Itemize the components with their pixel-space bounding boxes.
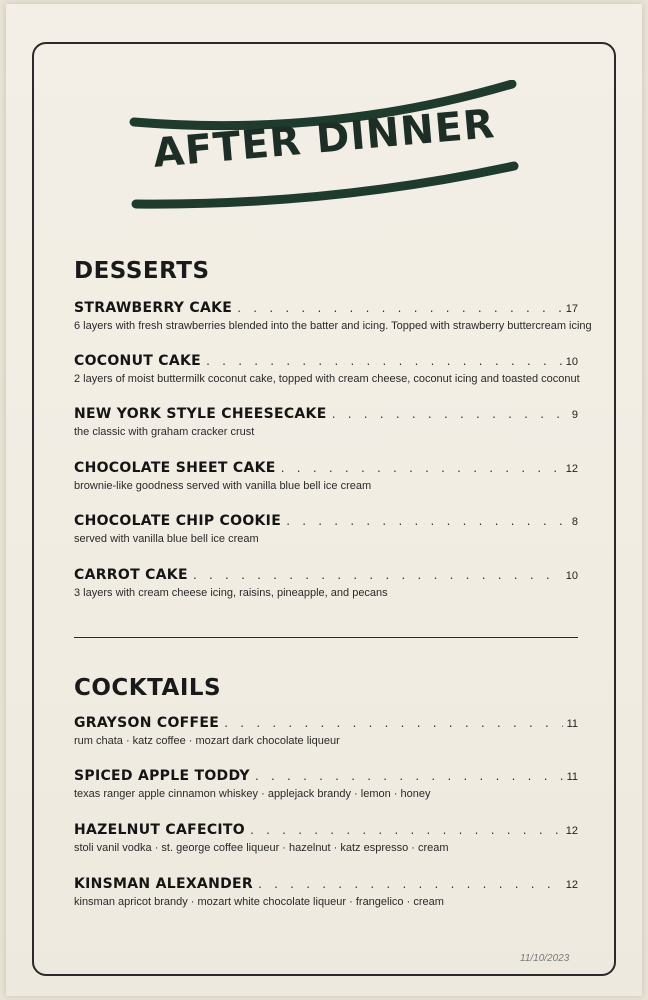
item-price: 11 xyxy=(566,771,578,783)
item-price: 12 xyxy=(565,825,578,837)
menu-item-chocolate-sheet-cake xyxy=(74,460,578,492)
item-description: served with vanilla blue bell ice cream xyxy=(74,533,259,545)
item-name: CARROT CAKE xyxy=(74,567,188,583)
item-price: 11 xyxy=(566,718,578,730)
item-description: kinsman apricot brandy · mozart white chocolate liqueur · frangelico · cream xyxy=(74,896,444,908)
item-price: 10 xyxy=(565,570,578,582)
item-price: 17 xyxy=(565,303,578,315)
item-name: COCONUT CAKE xyxy=(74,353,201,369)
leader-dots xyxy=(223,719,562,730)
menu-item-grayson-coffee xyxy=(74,715,578,747)
menu-item-hazelnut-cafecito xyxy=(74,822,578,854)
item-description: rum chata · katz coffee · mozart dark chocolate liqueur xyxy=(74,735,340,747)
item-description: 6 layers with fresh strawberries blended into the batter and icing. Topped with strawberry buttercream icing xyxy=(74,320,592,332)
item-name: CHOCOLATE SHEET CAKE xyxy=(74,460,276,476)
leader-dots xyxy=(236,304,562,315)
leader-dots xyxy=(331,410,568,421)
item-description: 3 layers with cream cheese icing, raisins, pineapple, and pecans xyxy=(74,587,388,599)
item-name: NEW YORK STYLE CHEESECAKE xyxy=(74,406,327,422)
item-description: 2 layers of moist buttermilk coconut cake, topped with cream cheese, coconut icing and toasted coconut xyxy=(74,373,580,385)
item-price: 8 xyxy=(571,516,578,528)
item-name: GRAYSON COFFEE xyxy=(74,715,220,731)
leader-dots xyxy=(280,464,562,475)
item-name: CHOCOLATE CHIP COOKIE xyxy=(74,513,282,529)
item-name: SPICED APPLE TODDY xyxy=(74,768,250,784)
item-description: the classic with graham cracker crust xyxy=(74,426,255,438)
after-dinner-banner xyxy=(128,80,520,210)
item-description: texas ranger apple cinnamon whiskey · applejack brandy · lemon · honey xyxy=(74,788,431,800)
item-name: HAZELNUT CAFECITO xyxy=(74,822,245,838)
leader-dots xyxy=(205,357,562,368)
leader-dots xyxy=(192,571,562,582)
leader-dots xyxy=(249,826,562,837)
banner-title: AFTER DINNER xyxy=(151,101,497,177)
menu-item-kinsman-alexander xyxy=(74,876,578,908)
item-name: KINSMAN ALEXANDER xyxy=(74,876,253,892)
leader-dots xyxy=(257,880,562,891)
section-divider xyxy=(74,637,578,638)
item-description: brownie-like goodness served with vanilla blue bell ice cream xyxy=(74,480,372,492)
menu-item-spiced-apple-toddy xyxy=(74,768,578,800)
menu-item-carrot-cake xyxy=(74,567,578,599)
cocktails-heading: COCKTAILS xyxy=(74,675,222,701)
item-price: 12 xyxy=(565,463,578,475)
item-price: 12 xyxy=(565,879,578,891)
leader-dots xyxy=(254,772,563,783)
menu-item-strawberry-cake xyxy=(74,300,592,332)
menu-item-cheesecake xyxy=(74,406,578,438)
menu-item-coconut-cake xyxy=(74,353,578,385)
item-description: stoli vanil vodka · st. george coffee liqueur · hazelnut · katz espresso · cream xyxy=(74,842,449,854)
item-name: STRAWBERRY CAKE xyxy=(74,300,233,316)
desserts-heading: DESSERTS xyxy=(74,258,210,284)
print-date: 11/10/2023 xyxy=(520,953,570,964)
item-price: 9 xyxy=(571,409,578,421)
item-price: 10 xyxy=(565,356,578,368)
menu-item-chocolate-chip-cookie xyxy=(74,513,578,545)
leader-dots xyxy=(285,517,568,528)
